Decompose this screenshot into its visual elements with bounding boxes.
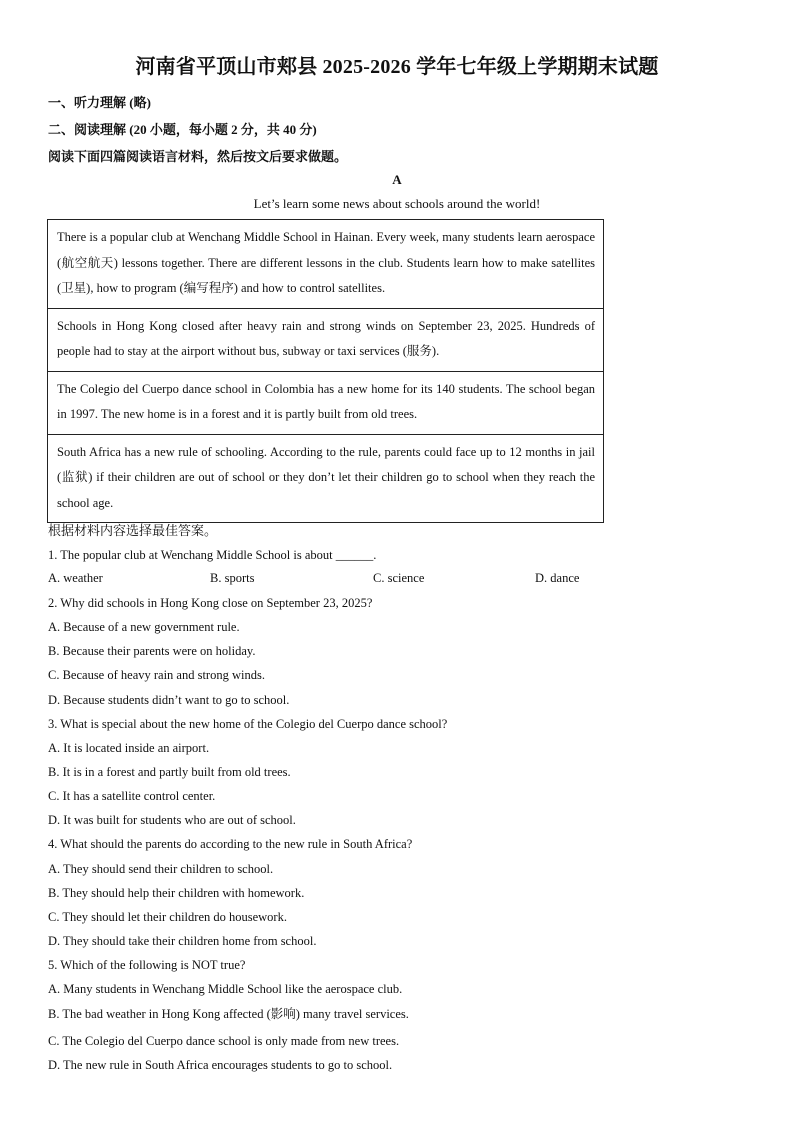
news-cell: The Colegio del Cuerpo dance school in Colombia has a new home for its 140 students. The school began in 1997. The new home is in a forest and it is partly built from old trees.	[48, 371, 604, 434]
option-b: B. sports	[210, 571, 255, 585]
option-b: B. Because their parents were on holiday.	[48, 644, 256, 658]
news-row	[48, 220, 604, 309]
option-a: A. It is located inside an airport.	[48, 741, 210, 755]
question-stem: 4. What should the parents do according to the new rule in South Africa?	[48, 837, 413, 851]
option-a: A. They should send their children to school.	[48, 862, 274, 876]
option-a: A. Many students in Wenchang Middle School like the aerospace club.	[48, 982, 403, 996]
answer-instruction: 根据材料内容选择最佳答案。	[48, 523, 218, 538]
option-d: D. The new rule in South Africa encourages students to go to school.	[48, 1058, 393, 1072]
news-cell: South Africa has a new rule of schooling. According to the rule, parents could face up to 12 months in jail (监狱) if their children are out of school or they don’t let their children go to school when they reach the school age.	[48, 434, 604, 523]
option-c: C. The Colegio del Cuerpo dance school is only made from new trees.	[48, 1034, 400, 1048]
question-stem: 1. The popular club at Wenchang Middle School is about ______.	[48, 548, 377, 562]
question-stem: 2. Why did schools in Hong Kong close on September 23, 2025?	[48, 596, 373, 610]
option-c: C. It has a satellite control center.	[48, 789, 216, 803]
news-row	[48, 371, 604, 434]
option-c: C. They should let their children do housework.	[48, 910, 287, 924]
option-c: C. science	[373, 571, 425, 585]
passage-label: A	[392, 172, 402, 187]
question-stem: 5. Which of the following is NOT true?	[48, 958, 246, 972]
section-listening: 一、听力理解 (略)	[48, 95, 151, 110]
option-d: D. They should take their children home from school.	[48, 934, 317, 948]
news-row	[48, 434, 604, 523]
option-d: D. It was built for students who are out of school.	[48, 813, 296, 827]
news-row	[48, 308, 604, 371]
reading-directions: 阅读下面四篇阅读语言材料，然后按文后要求做题。	[48, 149, 348, 164]
option-b: B. They should help their children with homework.	[48, 886, 305, 900]
news-cell: Schools in Hong Kong closed after heavy rain and strong winds on September 23, 2025. Hundreds of people had to stay at the airport without bus, subway or taxi services (服务).	[48, 308, 604, 371]
section-reading: 二、阅读理解 (20 小题，每小题 2 分，共 40 分)	[48, 122, 317, 137]
option-a: A. Because of a new government rule.	[48, 620, 240, 634]
option-d: D. dance	[535, 571, 580, 585]
option-a: A. weather	[48, 571, 103, 585]
news-table	[47, 219, 604, 523]
news-cell: There is a popular club at Wenchang Middle School in Hainan. Every week, many students learn aerospace (航空航天) lessons together. There are different lessons in the club. Students learn how to make satellites (卫星), how to program (编写程序) and how to control satellites.	[48, 220, 604, 309]
option-d: D. Because students didn’t want to go to school.	[48, 693, 290, 707]
option-b: B. It is in a forest and partly built from old trees.	[48, 765, 291, 779]
question-stem: 3. What is special about the new home of the Colegio del Cuerpo dance school?	[48, 717, 448, 731]
option-b: B. The bad weather in Hong Kong affected (影响) many travel services.	[48, 1007, 409, 1021]
option-c: C. Because of heavy rain and strong winds.	[48, 668, 265, 682]
exam-title: 河南省平顶山市郏县 2025-2026 学年七年级上学期期末试题	[135, 56, 659, 78]
passage-intro: Let’s learn some news about schools around the world!	[253, 196, 541, 211]
